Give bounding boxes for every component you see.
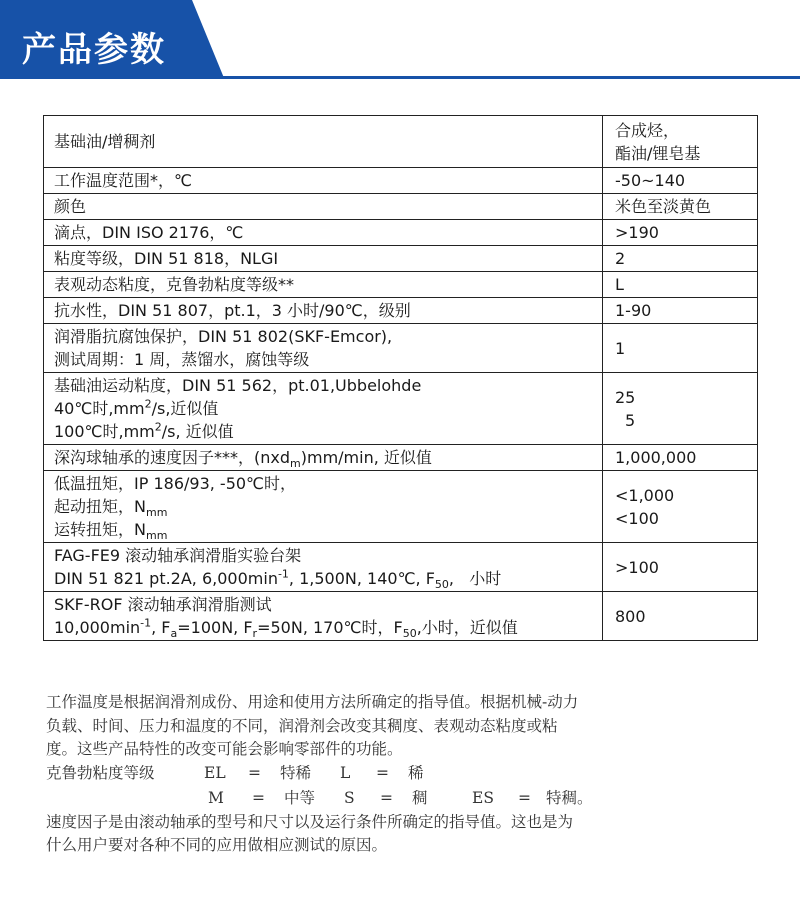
visc-100-line: 100℃时$,mm^2/s$, 近似值 <box>54 420 234 441</box>
param-name: SKF-ROF 滚动轴承润滑脂测试 $10,000\min^{-1}$, $F_a=100N$, $F_r=50N$, 170℃时，$F_{50}$,小时，近似值 <box>44 592 603 641</box>
param-value: 1 <box>603 324 758 373</box>
viscosity-legend-row: 克鲁勃粘度等级 EL = 特稀 L = 稀 <box>46 762 746 786</box>
table-row <box>44 194 758 220</box>
temperature-note-line: 负载、时间、压力和温度的不同，润滑剂会改变其稠度、表观动态粘度或粘 <box>46 716 558 735</box>
table-row <box>44 298 758 324</box>
param-value: 合成烃， 酯油/锂皂基 <box>603 116 758 168</box>
param-value: -50~140 <box>603 168 758 194</box>
param-name <box>44 445 603 471</box>
param-name: 粘度等级，DIN 51 818，NLGI <box>44 246 603 272</box>
visc-40-line: 40℃时$,mm^2/s$,近似值 <box>54 397 219 418</box>
table-row <box>44 471 758 543</box>
table-row <box>44 116 758 168</box>
param-value: 25 5 <box>603 373 758 445</box>
param-name: 表观动态粘度，克鲁勃粘度等级** <box>44 272 603 298</box>
rof-line: $10,000\min^{-1}$, $F_a=100N$, $F_r=50N$, 170℃时，$F_{50}$,小时，近似值 <box>54 616 518 641</box>
param-name: 润滑脂抗腐蚀保护，DIN 51 802(SKF-Emcor), 测试周期：1 周，蒸馏水，腐蚀等级 <box>44 324 603 373</box>
product-params-table <box>43 115 758 641</box>
param-name: 工作温度范围*，℃ <box>44 168 603 194</box>
speed-factor-line: 深沟球轴承的速度因子***，(nxd$_m$)mm/min, 近似值 <box>54 448 432 471</box>
param-value: >100 <box>603 543 758 592</box>
param-name: 颜色 <box>44 194 603 220</box>
fe9-line: DIN 51 821 pt.2A, $6,000\min^{-1}$, 1,500N, 140℃, $F_{50}$, 小时 <box>54 567 502 592</box>
param-name: 滴点，DIN ISO 2176，℃ <box>44 220 603 246</box>
param-value: 米色至淡黄色 <box>603 194 758 220</box>
temperature-note-line: 工作温度是根据润滑剂成份、用途和使用方法所确定的指导值。根据机械-动力 <box>46 693 579 711</box>
torque-start-line: 起动扭矩，$N_{mm}$ <box>54 497 168 520</box>
param-value: 2 <box>603 246 758 272</box>
viscosity-legend-row: M = 中等 S = 稠 ES = 特稠。 <box>208 789 593 807</box>
param-name: 抗水性，DIN 51 807，pt.1，3 小时/90℃，级别 <box>44 298 603 324</box>
param-value: L <box>603 272 758 298</box>
torque-run-line: 运转扭矩，$N_{mm}$ <box>54 520 168 543</box>
notes-section <box>46 691 746 858</box>
speed-note-line: 什么用户要对各种不同的应用做相应测试的原因。 <box>46 836 388 854</box>
table-row <box>44 168 758 194</box>
page-title: 产品参数 <box>22 30 166 70</box>
param-name: 基础油/增稠剂 <box>44 116 603 168</box>
param-name: 基础油运动粘度，DIN 51 562，pt.01,Ubbelohde 40℃时$,mm^2/s$,近似值 100℃时$,mm^2/s$, 近似值 <box>44 373 603 445</box>
table-row <box>44 220 758 246</box>
param-value: 800 <box>603 592 758 641</box>
table-row <box>44 373 758 445</box>
viscosity-label: 克鲁勃粘度等级 <box>46 763 155 782</box>
header-underline <box>0 76 800 79</box>
param-name: FAG-FE9 滚动轴承润滑脂实验台架 DIN 51 821 pt.2A, $6,000\min^{-1}$, 1,500N, 140℃, $F_{50}$, 小时 <box>44 543 603 592</box>
speed-note-line: 速度因子是由滚动轴承的型号和尺寸以及运行条件所确定的指导值。这也是为 <box>46 812 574 831</box>
param-value: <1,000 <100 <box>603 471 758 543</box>
param-name: 低温扭矩，IP 186/93, -50℃时， 起动扭矩，$N_{mm}$ 运转扭矩，$N_{mm}$ <box>44 471 603 543</box>
table-row <box>44 246 758 272</box>
table-row <box>44 324 758 373</box>
param-value: >190 <box>603 220 758 246</box>
temperature-note-line: 度。这些产品特性的改变可能会影响零部件的功能。 <box>46 740 403 758</box>
param-value: 1-90 <box>603 298 758 324</box>
table-row <box>44 543 758 592</box>
table-row <box>44 445 758 471</box>
table-row <box>44 272 758 298</box>
param-value: 1,000,000 <box>603 445 758 471</box>
table-row <box>44 592 758 641</box>
